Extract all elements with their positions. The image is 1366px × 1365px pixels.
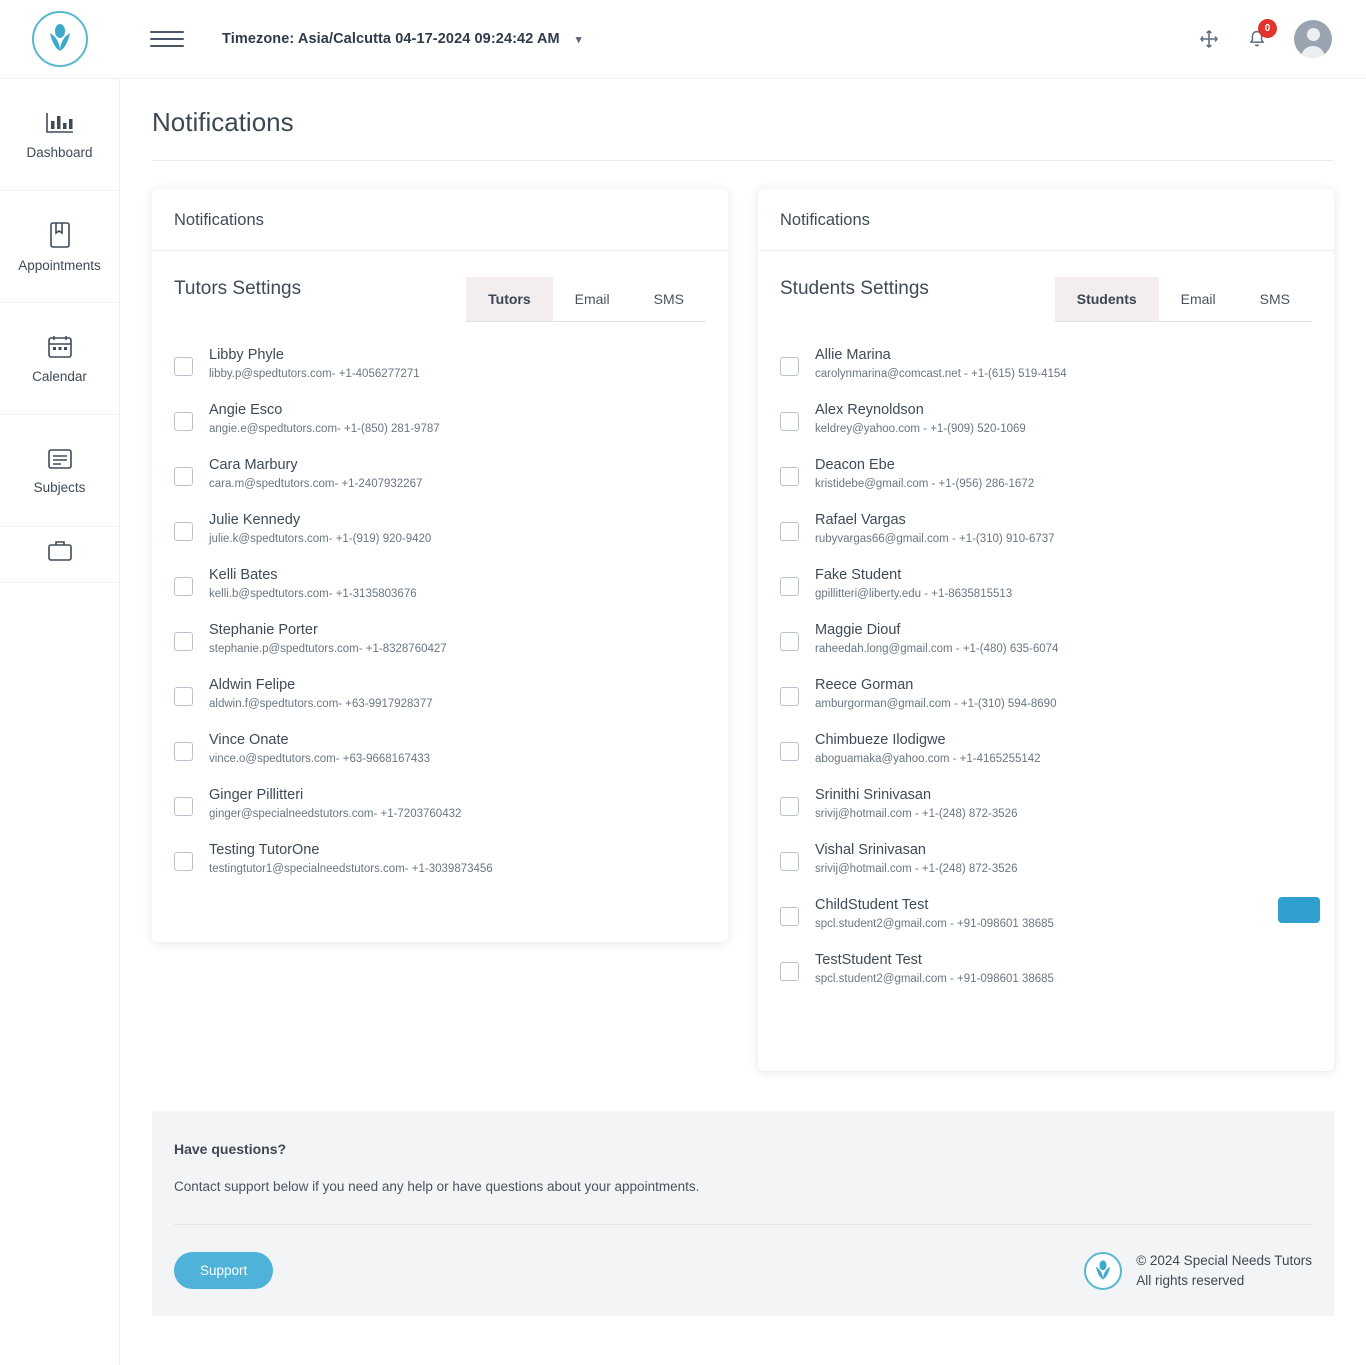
sidebar-item-calendar[interactable] [0,303,119,415]
row-checkbox[interactable] [174,522,193,541]
person-name: Maggie Diouf [815,622,901,638]
students-settings-title: Students Settings [780,278,929,299]
person-name: Deacon Ebe [815,457,895,473]
person-name: Fake Student [815,567,902,583]
copyright-line-2: All rights reserved [1136,1272,1245,1288]
list-item[interactable] [174,556,706,611]
sidebar-item-label: Calendar [32,368,87,384]
person-contact: libby.p@spedtutors.com- +1-4056277271 [209,368,420,380]
person-name: Aldwin Felipe [209,677,296,693]
app-logo[interactable] [0,0,120,79]
tab-tutors-sms[interactable]: SMS [632,277,706,321]
row-checkbox[interactable] [780,852,799,871]
person-contact: testingtutor1@specialneedstutors.com- +1-3039873456 [209,863,493,875]
row-checkbox[interactable] [780,577,799,596]
list-item[interactable] [780,611,1312,666]
sidebar-item-label: Appointments [18,257,101,273]
list-item[interactable] [780,501,1312,556]
person-name: Srinithi Srinivasan [815,787,932,803]
tutors-settings-title: Tutors Settings [174,278,302,299]
list-item[interactable] [174,391,706,446]
row-checkbox[interactable] [174,357,193,376]
person-name: Kelli Bates [209,567,278,583]
sidebar-item-dashboard[interactable] [0,79,119,191]
chevron-down-icon[interactable]: ▾ [575,34,582,46]
sidebar-item-label: Subjects [33,479,86,495]
main-content [120,79,1366,1365]
timezone-label: Timezone: Asia/Calcutta 04-17-2024 09:24:42 AM [222,31,560,47]
row-checkbox[interactable] [780,522,799,541]
person-name: Ginger Pillitteri [209,787,304,803]
tutors-list [152,322,728,886]
list-item[interactable] [174,446,706,501]
list-icon [46,447,74,471]
row-checkbox[interactable] [780,357,799,376]
list-item[interactable] [780,556,1312,611]
tutors-notifications-card [152,189,728,942]
tutors-tabs [466,277,706,322]
calendar-icon [46,334,74,360]
person-contact: raheedah.long@gmail.com - +1-(480) 635-6074 [815,643,1059,655]
students-list [758,322,1334,996]
avatar-body [1301,46,1325,58]
list-item[interactable] [174,776,706,831]
person-contact: angie.e@spedtutors.com- +1-(850) 281-9787 [209,423,440,435]
row-checkbox[interactable] [780,907,799,926]
list-item[interactable] [780,336,1312,391]
tab-students[interactable]: Students [1055,277,1159,321]
tab-tutors[interactable]: Tutors [466,277,553,321]
person-contact: vince.o@spedtutors.com- +63-9668167433 [209,753,431,765]
timezone-display[interactable] [222,31,581,47]
person-contact: srivij@hotmail.com - +1-(248) 872-3526 [815,808,1018,820]
person-contact: ginger@specialneedstutors.com- +1-7203760432 [209,808,462,820]
person-contact: cara.m@spedtutors.com- +1-2407932267 [209,478,423,490]
card-header: Notifications [758,189,1334,251]
list-item[interactable] [174,611,706,666]
menu-toggle-button[interactable] [150,31,184,47]
person-contact: aboguamaka@yahoo.com - +1-4165255142 [815,753,1041,765]
footer-text: Contact support below if you need any help or have questions about your appointments. [174,1179,1312,1225]
person-name: Vishal Srinivasan [815,842,926,858]
row-checkbox[interactable] [174,632,193,651]
footer-logo [1084,1252,1122,1290]
person-name: ChildStudent Test [815,897,929,913]
person-contact: keldrey@yahoo.com - +1-(909) 520-1069 [815,423,1026,435]
person-contact: amburgorman@gmail.com - +1-(310) 594-8690 [815,698,1057,710]
person-contact: rubyvargas66@gmail.com - +1-(310) 910-6737 [815,533,1055,545]
row-checkbox[interactable] [780,742,799,761]
person-contact: stephanie.p@spedtutors.com- +1-8328760427 [209,643,447,655]
row-checkbox[interactable] [780,797,799,816]
row-checkbox[interactable] [174,797,193,816]
person-name: Rafael Vargas [815,512,906,528]
person-name: TestStudent Test [815,952,922,968]
hamburger-icon [150,38,184,40]
footer [152,1111,1334,1316]
list-item[interactable] [780,831,1312,886]
list-item[interactable] [780,886,1312,941]
person-contact: spcl.student2@gmail.com - +91-098601 38685 [815,973,1054,985]
footer-bottom [174,1251,1312,1290]
person-name: Julie Kennedy [209,512,301,528]
sidebar-item-subjects[interactable] [0,415,119,527]
row-checkbox[interactable] [780,632,799,651]
list-item[interactable] [174,831,706,886]
hamburger-icon [150,45,184,47]
person-name: Libby Phyle [209,347,284,363]
sidebar-item-label: Dashboard [26,144,93,160]
list-item[interactable] [780,776,1312,831]
person-contact: srivij@hotmail.com - +1-(248) 872-3526 [815,863,1018,875]
tab-students-email[interactable]: Email [1159,277,1238,321]
row-checkbox[interactable] [174,852,193,871]
copyright-line-1: © 2024 Special Needs Tutors [1136,1253,1312,1268]
sidebar [0,79,120,1365]
row-checkbox[interactable] [174,687,193,706]
chart-bar-icon [45,110,75,136]
row-checkbox[interactable] [174,577,193,596]
person-contact: gpillitteri@liberty.edu - +1-8635815513 [815,588,1013,600]
leaf-logo-icon [1091,1259,1115,1283]
card-header: Notifications [152,189,728,251]
avatar[interactable] [1294,20,1332,58]
row-checkbox[interactable] [780,412,799,431]
cards-container [120,161,1366,1071]
support-button[interactable]: Support [174,1252,273,1289]
copyright-block [1084,1251,1312,1290]
person-contact: spcl.student2@gmail.com - +91-098601 38685 [815,918,1054,930]
person-name: Vince Onate [209,732,289,748]
person-name: Testing TutorOne [209,842,320,858]
person-name: Cara Marbury [209,457,298,473]
top-bar-actions [1198,20,1332,58]
notification-badge: 0 [1258,19,1277,38]
logo-circle [32,11,88,67]
list-item[interactable] [174,336,706,391]
row-checkbox[interactable] [174,742,193,761]
person-name: Angie Esco [209,402,283,418]
row-checkbox[interactable] [780,962,799,981]
person-contact: julie.k@spedtutors.com- +1-(919) 920-9420 [209,533,432,545]
notifications-bell-button[interactable] [1246,23,1271,50]
row-checkbox[interactable] [780,467,799,486]
expand-arrows-icon[interactable] [1198,28,1220,50]
person-contact: kelli.b@spedtutors.com- +1-3135803676 [209,588,417,600]
person-contact: carolynmarina@comcast.net - +1-(615) 519-4154 [815,368,1067,380]
leaf-logo-icon [43,22,77,56]
person-contact: aldwin.f@spedtutors.com- +63-9917928377 [209,698,433,710]
person-name: Chimbueze Ilodigwe [815,732,946,748]
list-item[interactable] [174,501,706,556]
row-checkbox[interactable] [780,687,799,706]
briefcase-icon [46,539,74,563]
list-item[interactable] [780,391,1312,446]
tutors-settings-row [152,251,728,322]
page-title: Notifications [152,107,294,137]
students-tabs [1055,277,1312,322]
sidebar-item-extra[interactable] [0,527,119,583]
list-item[interactable] [780,446,1312,501]
top-bar [0,0,1366,79]
avatar-head [1307,28,1320,41]
person-name: Allie Marina [815,347,891,363]
page-header [152,79,1334,161]
footer-title: Have questions? [174,1141,287,1157]
list-item[interactable] [174,721,706,776]
list-item[interactable] [174,666,706,721]
person-name: Stephanie Porter [209,622,318,638]
list-item[interactable] [780,666,1312,721]
person-name: Reece Gorman [815,677,914,693]
students-settings-row [758,251,1334,322]
sidebar-item-appointments[interactable] [0,191,119,303]
hamburger-icon [150,31,184,33]
list-item[interactable] [780,721,1312,776]
book-icon [47,221,73,249]
tab-students-sms[interactable]: SMS [1238,277,1312,321]
students-notifications-card [758,189,1334,1071]
list-item[interactable] [780,941,1312,996]
row-checkbox[interactable] [174,412,193,431]
tab-tutors-email[interactable]: Email [553,277,632,321]
row-checkbox[interactable] [174,467,193,486]
person-name: Alex Reynoldson [815,402,924,418]
person-contact: kristidebe@gmail.com - +1-(956) 286-1672 [815,478,1035,490]
floating-action-button[interactable] [1278,897,1320,923]
